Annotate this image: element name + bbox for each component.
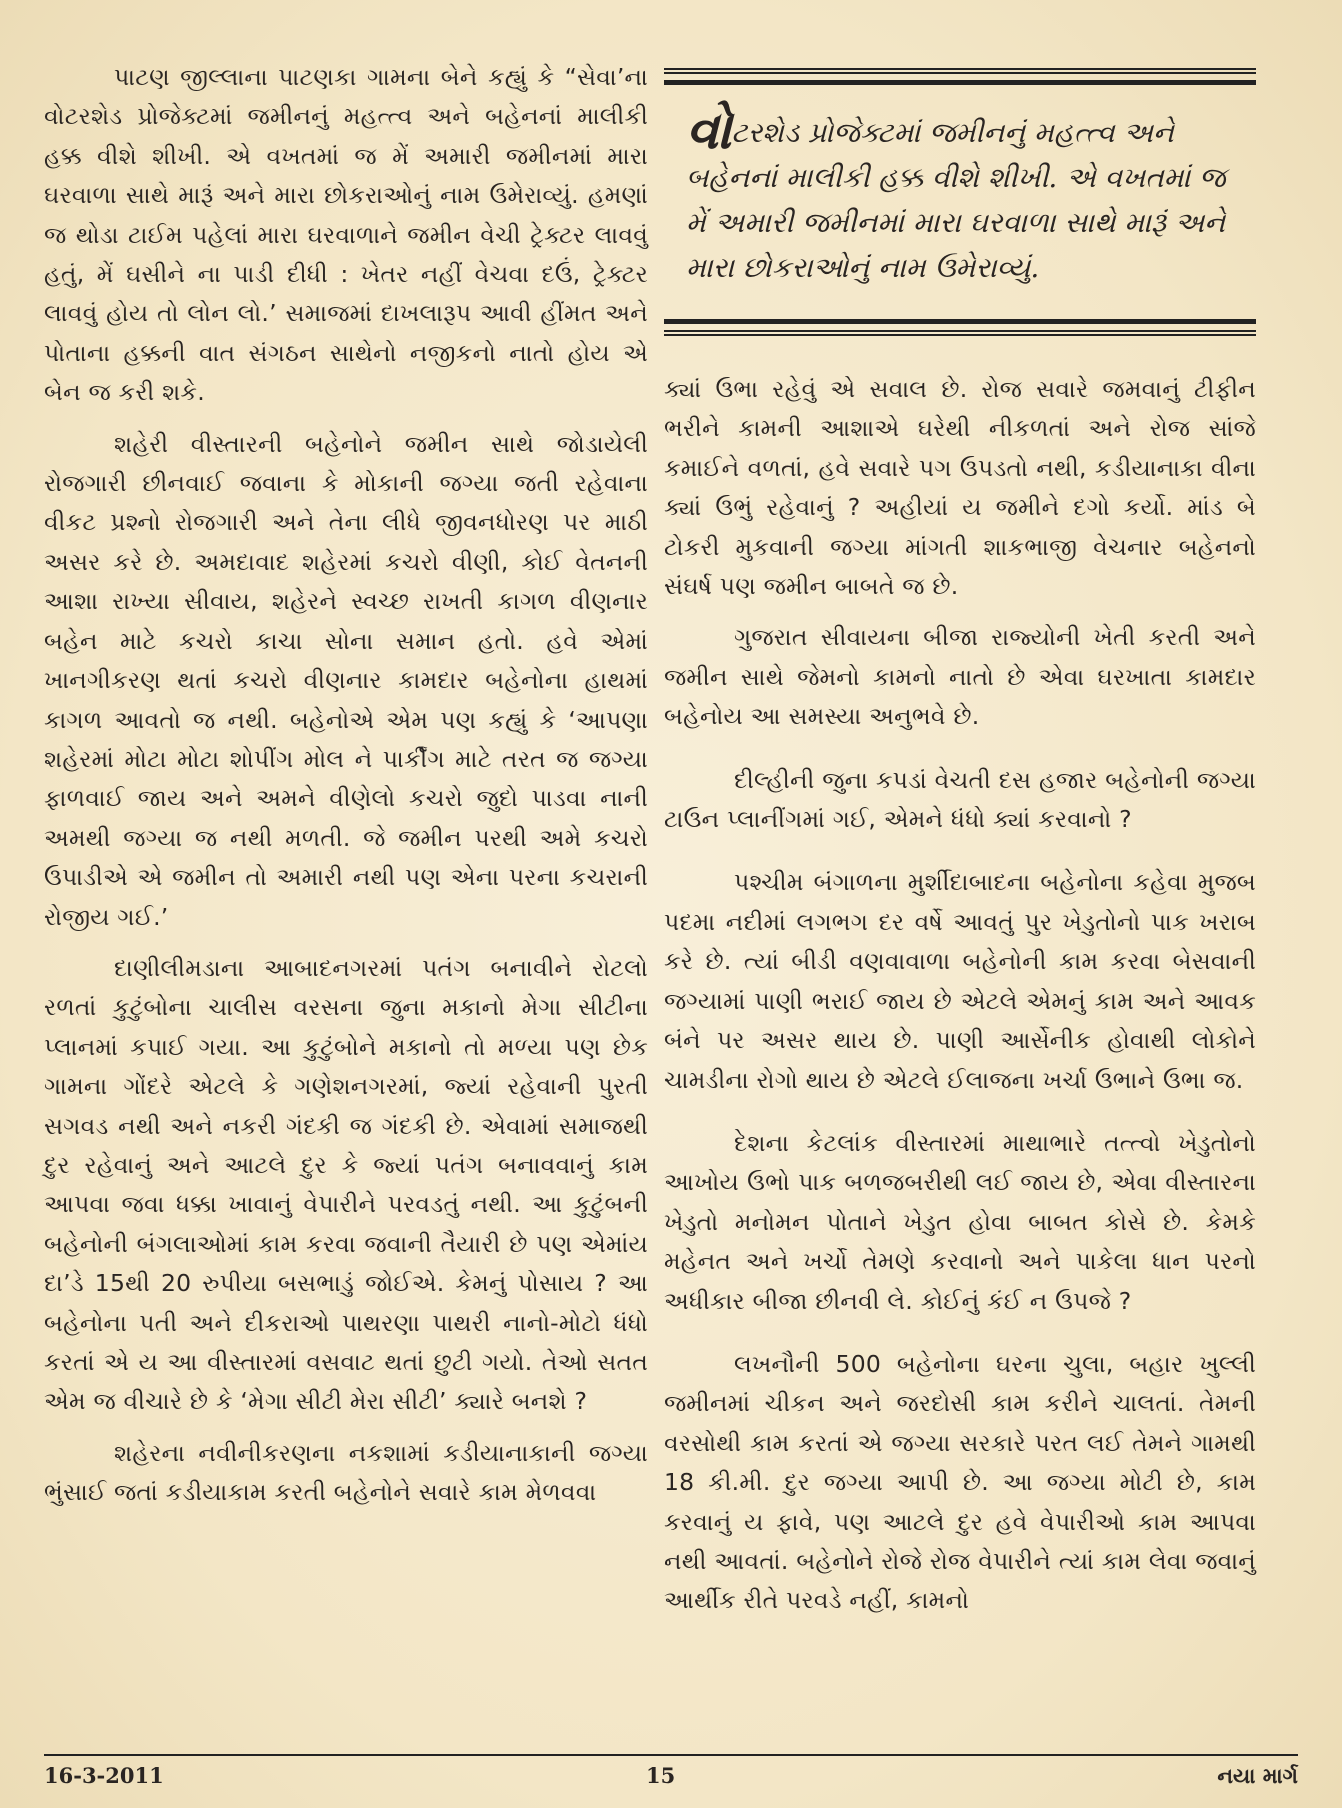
article-paragraph: લખનૌની 500 બહેનોના ઘરના ચુલા, બહાર ખુલ્લી જમીનમાં ચીકન અને જરદોસી કામ કરીને ચાલતાં. તેમની વરસોથી કામ કરતાં એ જગ્યા સરકારે પરત લઈ તેમને ગામથી 18 કી.મી. દુર જગ્યા આપી છે. આ જગ્યા મોટી છે, કામ કરવાનું ય ફાવે, પણ આટલે દુર હવે વેપારીઓ કામ આપવા નથી આવતાં. બહેનોને રોજે રોજ વેપારીને ત્યાં કામ લેવા જવાનું આર્થીક રીતે પરવડે નહીં, કામનો bbox=[664, 1349, 1256, 1615]
pull-quote-body: ટરશેડ પ્રોજેક્ટમાં જમીનનું મહત્ત્વ અને બહેનનાં માલીકી હક્ક વીશે શીખી. એ વખતમાં જ મેં અમારી જમીનમાં મારા ઘરવાળા સાથે મારૂં અને મારા છોકરાઓનું નામ ઉમેરાવ્યું. bbox=[686, 116, 1226, 284]
right-column bbox=[664, 58, 1256, 1633]
article-paragraph: પાટણ જીલ્લાના પાટણકા ગામના બેને કહ્યું કે “સેવા’ના વોટરશેડ પ્રોજેક્ટમાં જમીનનું મહત્ત્વ અને બહેનનાં માલીકી હક્ક વીશે શીખી. એ વખતમાં જ મેં અમારી જમીનમાં મારા ઘરવાળા સાથે મારૂં અને મારા છોકરાઓનું નામ ઉમેરાવ્યું. હમણાં જ થોડા ટાઈમ પહેલાં મારા ઘરવાળાને જમીન વેચી ટ્રેક્ટર લાવવું હતું, મેં ઘસીને ના પાડી દીધી : ખેતર નહીં વેચવા દઉં, ટ્રેક્ટર લાવવું હોય તો લોન લો.’ સમાજમાં દાખલારૂપ આવી હીંમત અને પોતાના હક્કની વાત સંગઠન સાથેનો નજીકનો નાતો હોય એ બેન જ કરી શકે. bbox=[44, 63, 648, 407]
pull-quote bbox=[664, 68, 1256, 336]
article-paragraph: શહેરી વીસ્તારની બહેનોને જમીન સાથે જોડાયેલી રોજગારી છીનવાઈ જવાના કે મોકાની જગ્યા જતી રહેવાના વીકટ પ્રશ્નો રોજગારી અને તેના લીધે જીવનધોરણ પર માઠી અસર કરે છે. અમદાવાદ શહેરમાં કચરો વીણી, કોઈ વેતનની આશા રાખ્યા સીવાય, શહેરને સ્વચ્છ રાખતી કાગળ વીણનાર બહેન માટે કચરો કાચા સોના સમાન હતો. હવે એમાં ખાનગીકરણ થતાં કચરો વીણનાર કામદાર બહેનોના હાથમાં કાગળ આવતો જ નથી. બહેનોએ એમ પણ કહ્યું કે ‘આપણા શહેરમાં મોટા મોટા શોપીંગ મોલ ને પાર્કીંગ માટે તરત જ જગ્યા ફાળવાઈ જાય અને અમને વીણેલો કચરો જુદો પાડવા નાની અમથી જગ્યા જ નથી મળતી. જે જમીન પરથી અમે કચરો ઉપાડીએ એ જમીન તો અમારી નથી પણ એના પરના કચરાની રોજીય ગઈ.’ bbox=[44, 429, 648, 931]
left-column bbox=[44, 58, 648, 1525]
magazine-name: નયા માર્ગ bbox=[1217, 1763, 1298, 1788]
pull-quote-dropcap: વો bbox=[686, 100, 732, 161]
article-paragraph: ક્યાં ઉભા રહેવું એ સવાલ છે. રોજ સવારે જમવાનું ટીફીન ભરીને કામની આશાએ ઘરેથી નીકળતાં અને રોજ સાંજે કમાઈને વળતાં, હવે સવારે પગ ઉપડતો નથી, કડીયાનાકા વીના ક્યાં ઉભું રહેવાનું ? અહીયાં ય જમીને દગો કર્યો. માંડ બે ટોકરી મુકવાની જગ્યા માંગતી શાકભાજી વેચનાર બહેનનો સંઘર્ષ પણ જમીન બાબતે જ છે. bbox=[664, 375, 1256, 601]
pull-quote-text bbox=[686, 100, 1236, 290]
article-paragraph: દેશના કેટલાંક વીસ્તારમાં માથાભારે તત્ત્વો ખેડુતોનો આખોય ઉભો પાક બળજબરીથી લઈ જાય છે, એવા વીસ્તારના ખેડુતો મનોમન પોતાને ખેડુત હોવા બાબત કોસે છે. કેમકે મહેનત અને ખર્ચો તેમણે કરવાનો અને પાકેલા ધાન પરનો અધીકાર બીજા છીનવી લે. કોઈનું કંઈ ન ઉપજે ? bbox=[664, 1128, 1256, 1315]
issue-date: 16-3-2011 bbox=[44, 1763, 164, 1788]
article-paragraph: દીલ્હીની જુના કપડાં વેચતી દસ હજાર બહેનોની જગ્યા ટાઉન પ્લાનીંગમાં ગઈ, એમને ધંધો ક્યાં કરવાનો ? bbox=[664, 765, 1256, 834]
article-paragraph: ગુજરાત સીવાયના બીજા રાજ્યોની ખેતી કરતી અને જમીન સાથે જેમનો કામનો નાતો છે એવા ઘરખાતા કામદાર બહેનોય આ સમસ્યા અનુભવે છે. bbox=[664, 623, 1256, 731]
article-paragraph: પશ્ચીમ બંગાળના મુર્શીદાબાદના બહેનોના કહેવા મુજબ પદમા નદીમાં લગભગ દર વર્ષે આવતું પુર ખેડુતોનો પાક ખરાબ કરે છે. ત્યાં બીડી વણવાવાળા બહેનોની કામ કરવા બેસવાની જગ્યામાં પાણી ભરાઈ જાય છે એટલે એમનું કામ અને આવક બંને પર અસર થાય છે. પાણી આર્સેનીક હોવાથી લોકોને ચામડીના રોગો થાય છે એટલે ઈલાજના ખર્ચા ઉભાને ઉભા જ. bbox=[664, 868, 1256, 1094]
footer-rule bbox=[44, 1754, 1298, 1756]
article-paragraph: દાણીલીમડાના આબાદનગરમાં પતંગ બનાવીને રોટલો રળતાં કુટુંબોના ચાલીસ વરસના જુના મકાનો મેગા સીટીના પ્લાનમાં કપાઈ ગયા. આ કુટુંબોને મકાનો તો મળ્યા પણ છેક ગામના ગોંદરે એટલે કે ગણેશનગરમાં, જ્યાં રહેવાની પુરતી સગવડ નથી અને નકરી ગંદકી જ ગંદકી છે. એવામાં સમાજથી દુર રહેવાનું અને આટલે દુર કે જ્યાં પતંગ બનાવવાનું કામ આપવા જવા ધક્કા ખાવાનું વેપારીને પરવડતું નથી. આ કુટુંબની બહેનોની બંગલાઓમાં કામ કરવા જવાની તૈયારી છે પણ એમાંય દા’ડે 15થી 20 રુપીયા બસભાડું જોઈએ. કેમનું પોસાય ? આ બહેનોના પતી અને દીકરાઓ પાથરણા પાથરી નાનો-મોટો ધંધો કરતાં એ ય આ વીસ્તારમાં વસવાટ થતાં છુટી ગયો. તેઓ સતત એમ જ વીચારે છે કે ‘મેગા સીટી મેરા સીટી’ ક્યારે બનશે ? bbox=[44, 953, 648, 1416]
page-footer bbox=[44, 1763, 1298, 1793]
article-paragraph: શહેરના નવીનીકરણના નકશામાં કડીયાનાકાની જગ્યા ભુંસાઈ જતાં કડીયાકામ કરતી બહેનોને સવારે કામ મેળવવા bbox=[44, 1438, 648, 1507]
page-number: 15 bbox=[646, 1763, 676, 1788]
